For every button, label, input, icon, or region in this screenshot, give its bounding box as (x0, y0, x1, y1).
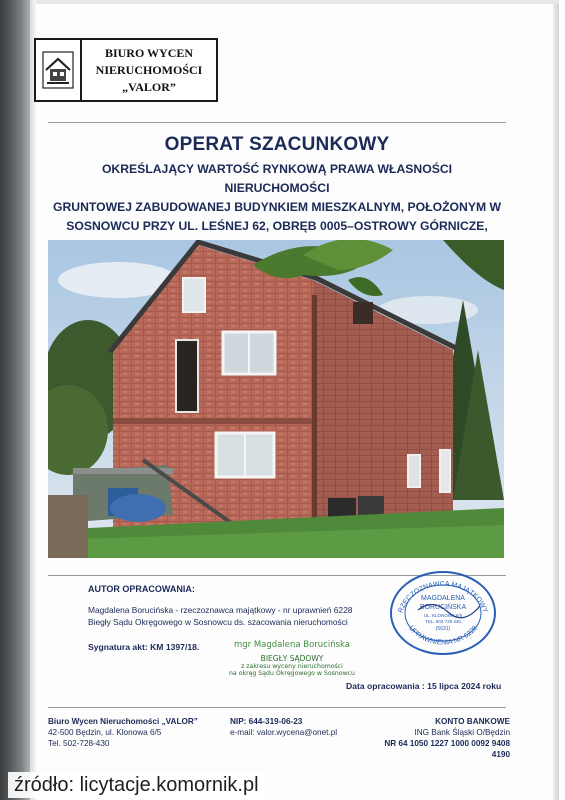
round-stamp-name2: BORUCIŃSKA (419, 604, 467, 611)
page-top-shadow (36, 0, 559, 4)
round-stamp-code: (5631) (435, 626, 451, 632)
subtitle-line: GRUNTOWEJ ZABUDOWANEJ BUDYNKIEM MIESZKALNYM, POŁOŻONYM W (52, 200, 501, 214)
expert-stamp-scope: z zakresu wyceny nieruchomości (241, 663, 343, 670)
round-stamp-phone: TEL. 502 728 430 (425, 619, 461, 624)
footer-email: e-mail: valor.wycena@onet.pl (230, 728, 338, 737)
logo-line-3: „VALOR” (122, 79, 176, 94)
footer-company (48, 716, 198, 749)
author-section (88, 584, 388, 628)
footer-company-phone: Tel. 502-728-430 (48, 739, 110, 748)
subtitle-line: OKREŚLAJĄCY WARTOŚĆ RYNKOWĄ PRAWA WŁASNOŚCI NIERUCHOMOŚCI (101, 162, 453, 195)
author-heading: AUTOR OPRACOWANIA: (88, 584, 195, 594)
logo-text (82, 40, 216, 100)
house-logo-icon (36, 40, 82, 100)
footer-rule (48, 707, 506, 708)
round-stamp-top-text: RZECZOZNAWCA MAJĄTKOWY (397, 580, 489, 614)
footer-bank-heading: KONTO BANKOWE (435, 717, 510, 726)
appraiser-round-stamp (388, 570, 498, 656)
logo-line-1: BIURO WYCEN (104, 45, 194, 60)
author-name-line: Magdalena Borucińska - rzeczoznawca majątkowy - nr uprawnień 6228 (88, 605, 353, 615)
footer-company-name: Biuro Wycen Nieruchomości „VALOR” (48, 717, 198, 726)
footer-bank-name: ING Bank Śląski O/Będzin (414, 728, 510, 737)
footer-bank-account: NR 64 1050 1227 1000 0092 9408 4190 (384, 739, 510, 759)
expert-stamp-role: BIEGŁY SĄDOWY (260, 654, 324, 663)
expert-stamp-name: mgr Magdalena Borucińska (233, 640, 351, 650)
source-caption: źródło: licytacje.komornik.pl (8, 772, 265, 798)
header-rule (48, 122, 506, 123)
property-photo (48, 240, 504, 558)
company-logo (34, 38, 218, 102)
expert-stamp-scope: na okręg Sądu Okręgowego w Sosnowcu (229, 670, 355, 677)
footer-nip: NIP: 644-319-06-23 (230, 717, 303, 726)
subtitle-line: SOSNOWCU PRZY UL. LEŚNEJ 62, OBRĘB 0005–OSTROWY GÓRNICZE, (66, 219, 488, 233)
preparation-date: Data opracowania : 15 lipca 2024 roku (346, 681, 502, 691)
footer-company-address: 42-500 Będzin, ul. Klonowa 6/5 (48, 728, 162, 737)
case-signature: Sygnatura akt: KM 1397/18. (88, 642, 200, 652)
expert-stamp (222, 640, 362, 677)
round-stamp-address: UL. KLONOWA 6/5 (423, 613, 463, 618)
footer-contact (230, 716, 337, 738)
document-title: OPERAT SZACUNKOWY (164, 134, 390, 155)
author-court-line: Biegły Sądu Okręgowego w Sosnowcu ds. szacowania nieruchomości (88, 617, 348, 627)
logo-line-2: NIERUCHOMOŚCI (95, 62, 203, 77)
page-edge (553, 0, 559, 800)
footer-bank (370, 716, 510, 760)
round-stamp-name1: MAGDALENA (421, 595, 465, 602)
round-stamp-bottom-text: UPRAWNIENIA NR 6228 (407, 624, 479, 647)
binder-spine (0, 0, 30, 800)
